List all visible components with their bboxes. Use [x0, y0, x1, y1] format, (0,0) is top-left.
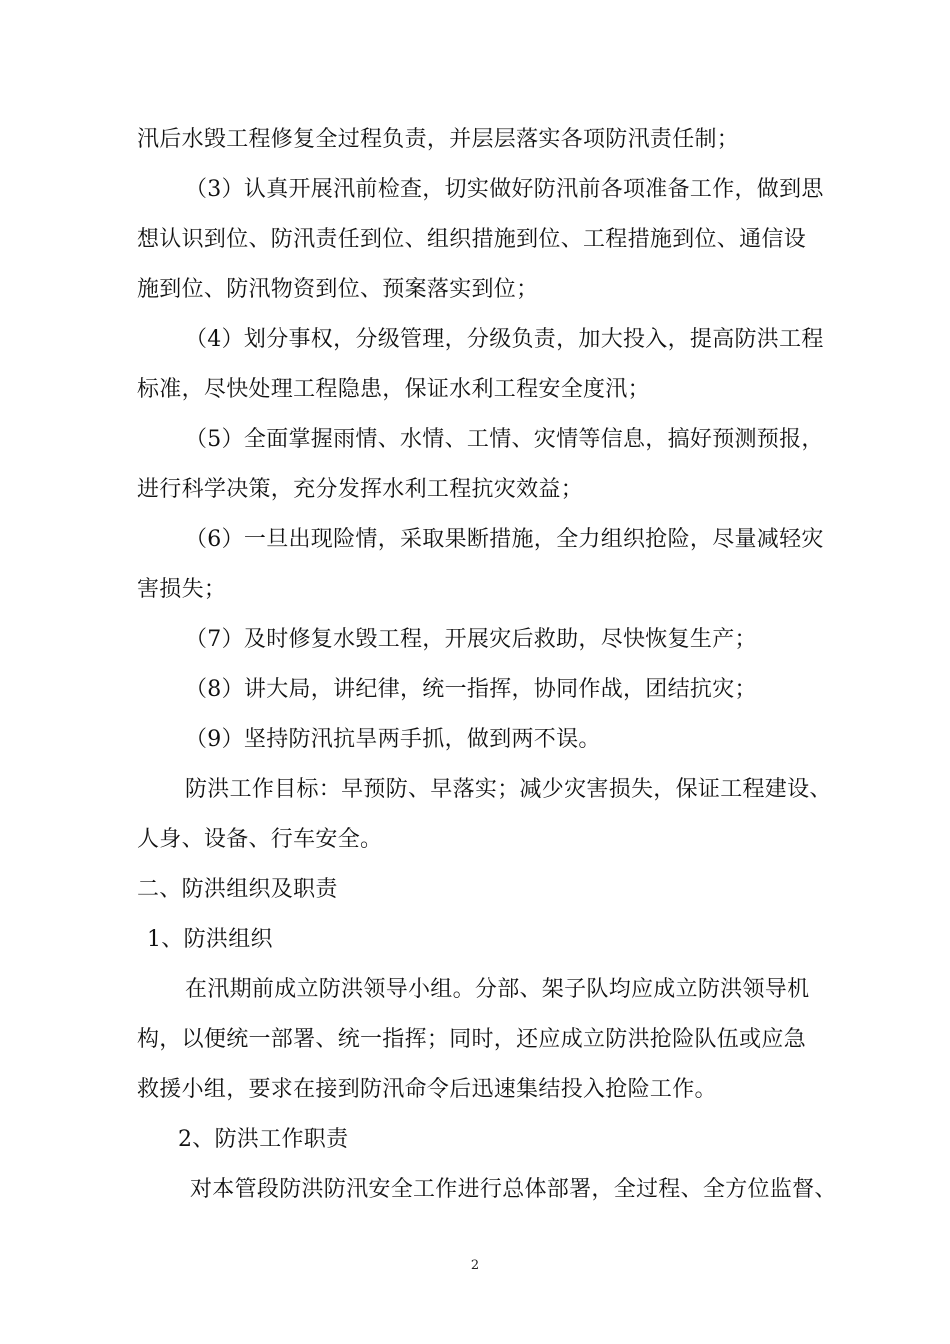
text-line: 进行科学决策，充分发挥水利工程抗灾效益；: [137, 477, 584, 502]
text-line: （7）及时修复水毁工程，开展灾后救助，尽快恢复生产；: [185, 627, 757, 652]
text-line: 汛后水毁工程修复全过程负责，并层层落实各项防汛责任制；: [137, 127, 740, 152]
text-line: （6）一旦出现险情，采取果断措施，全力组织抢险，尽量减轻灾: [185, 527, 824, 552]
text-line: 救援小组，要求在接到防汛命令后迅速集结投入抢险工作。: [137, 1077, 717, 1102]
text-line: 标准，尽快处理工程隐患，保证水利工程安全度汛；: [137, 377, 650, 402]
text-line: （5）全面掌握雨情、水情、工情、灾情等信息，搞好预测预报，: [185, 427, 824, 452]
text-line: 害损失；: [137, 577, 227, 602]
text-line: （4）划分事权，分级管理，分级负责，加大投入，提高防洪工程: [185, 327, 824, 352]
text-line: 在汛期前成立防洪领导小组。分部、架子队均应成立防洪领导机: [185, 977, 810, 1002]
text-line: 防洪工作目标：早预防、早落实；减少灾害损失，保证工程建设、: [185, 777, 832, 802]
text-line: 对本管段防洪防汛安全工作进行总体部署，全过程、全方位监督、: [190, 1177, 837, 1202]
text-line: 构，以便统一部署、统一指挥；同时，还应成立防洪抢险队伍或应急: [137, 1027, 807, 1052]
subsection-heading: 1、防洪组织: [147, 927, 273, 952]
text-line: （9）坚持防汛抗旱两手抓，做到两不误。: [185, 727, 601, 752]
page-number: 2: [470, 1258, 480, 1273]
text-line: 施到位、防汛物资到位、预案落实到位；: [137, 277, 539, 302]
text-line: （8）讲大局，讲纪律，统一指挥，协同作战，团结抗灾；: [185, 677, 757, 702]
text-line: 想认识到位、防汛责任到位、组织措施到位、工程措施到位、通信设: [137, 227, 807, 252]
text-line: 人身、设备、行车安全。: [137, 827, 383, 852]
text-line: （3）认真开展汛前检查，切实做好防汛前各项准备工作，做到思: [185, 177, 824, 202]
subsection-heading: 2、防洪工作职责: [178, 1127, 349, 1152]
section-heading: 二、防洪组织及职责: [137, 877, 338, 902]
